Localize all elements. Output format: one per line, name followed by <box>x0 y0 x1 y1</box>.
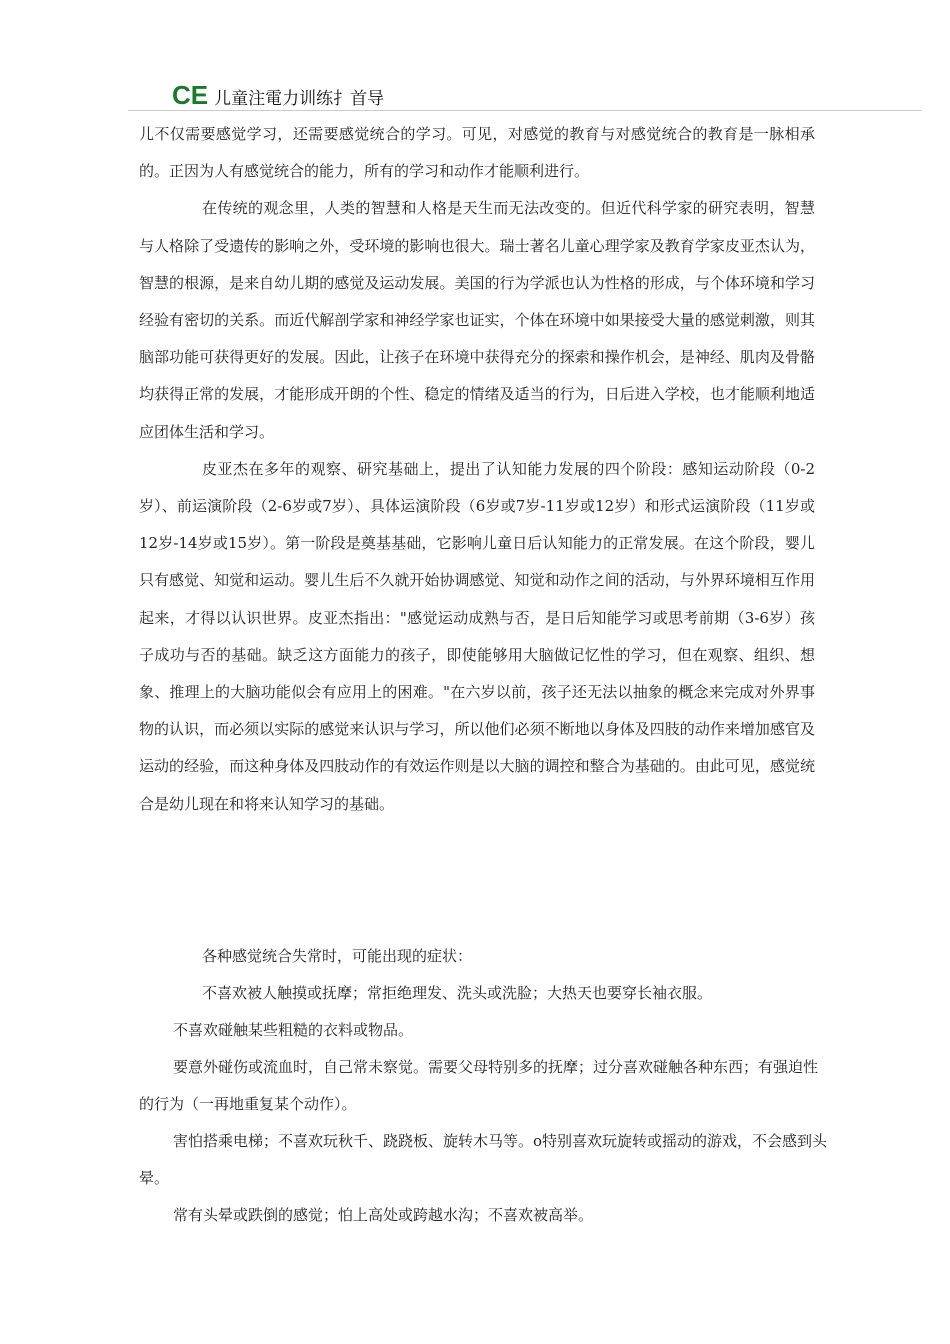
header-title: 儿童注電力训练扌首导 <box>214 89 385 109</box>
symptom-item: 不喜欢被人触摸或抚摩；常拒绝理发、洗头或洗脸；大热天也要穿长袖衣服。 <box>202 984 713 1002</box>
symptom-item: 害怕搭乘电梯；不喜欢玩秋千、跷跷板、旋转木马等。o特别喜欢玩旋转或摇动的游戏，不会感到头晕。 <box>139 1132 828 1187</box>
page-header <box>172 80 384 112</box>
body-text <box>139 116 815 823</box>
symptoms-heading: 各种感觉统合失常时，可能出现的症状： <box>202 947 473 965</box>
symptoms-section <box>139 938 829 1234</box>
paragraph: 皮亚杰在多年的观察、研究基础上，提出了认知能力发展的四个阶段：感知运动阶段（0-2岁）、前运演阶段（2-6岁或7岁）、具体运演阶段（6岁或7岁-11岁或12岁）和形式运演阶段（11岁或12岁-14岁或15岁）。第一阶段是奠基基础，它影响儿童日后认知能力的正常发展。在这个阶段，婴儿只有感觉、知觉和运动。婴儿生后不久就开始协调感觉、知觉和动作之间的活动，与外界环境相互作用起来，才得以认识世界。皮亚杰指出："感觉运动成熟与否，是日后知能学习或思考前期（3-6岁）孩子成功与否的基础。缺乏这方面能力的孩子，即使能够用大脑做记忆性的学习，但在观察、组织、想象、推理上的大脑功能似会有应用上的困难。"在六岁以前，孩子还无法以抽象的概念来完成对外界事物的认识，而必须以实际的感觉来认识与学习，所以他们必须不断地以身体及四肢的动作来增加感官及运动的经验，而这种身体及四肢动作的有效运作则是以大脑的调控和整合为基础的。由此可见，感觉统合是幼儿现在和将来认知学习的基础。 <box>139 459 815 813</box>
symptom-item: 要意外碰伤或流血时，自己常未察觉。需要父母特别多的抚摩；过分喜欢碰触各种东西；有强迫性的行为（一再地重复某个动作）。 <box>139 1058 819 1113</box>
paragraph: 儿不仅需要感觉学习，还需要感觉统合的学习。可见，对感觉的教育与对感觉统合的教育是一脉相承的。正因为人有感觉统合的能力，所有的学习和动作才能顺利进行。 <box>139 125 815 181</box>
symptom-item: 不喜欢碰触某些粗糙的衣料或物品。 <box>173 1021 414 1039</box>
paragraph: 在传统的观念里，人类的智慧和人格是天生而无法改变的。但近代科学家的研究表明，智慧与人格除了受遗传的影响之外，受环境的影响也很大。瑞士著名儿童心理学家及教育学家皮亚杰认为，智慧的根源，是来自幼儿期的感觉及运动发展。美国的行为学派也认为性格的形成，与个体环境和学习经验有密切的关系。而近代解剖学家和神经学家也证实，个体在环境中如果接受大量的感觉刺激，则其脑部功能可获得更好的发展。因此，让孩子在环境中获得充分的探索和操作机会，是神经、肌肉及骨骼均获得正常的发展，才能形成开朗的个性、稳定的情绪及适当的行为，日后进入学校，也才能顺利地适应团体生活和学习。 <box>139 199 815 441</box>
header-divider <box>128 110 922 111</box>
symptom-item: 常有头晕或跌倒的感觉；怕上高处或跨越水沟；不喜欢被高举。 <box>173 1206 594 1224</box>
logo: CE <box>172 80 209 110</box>
